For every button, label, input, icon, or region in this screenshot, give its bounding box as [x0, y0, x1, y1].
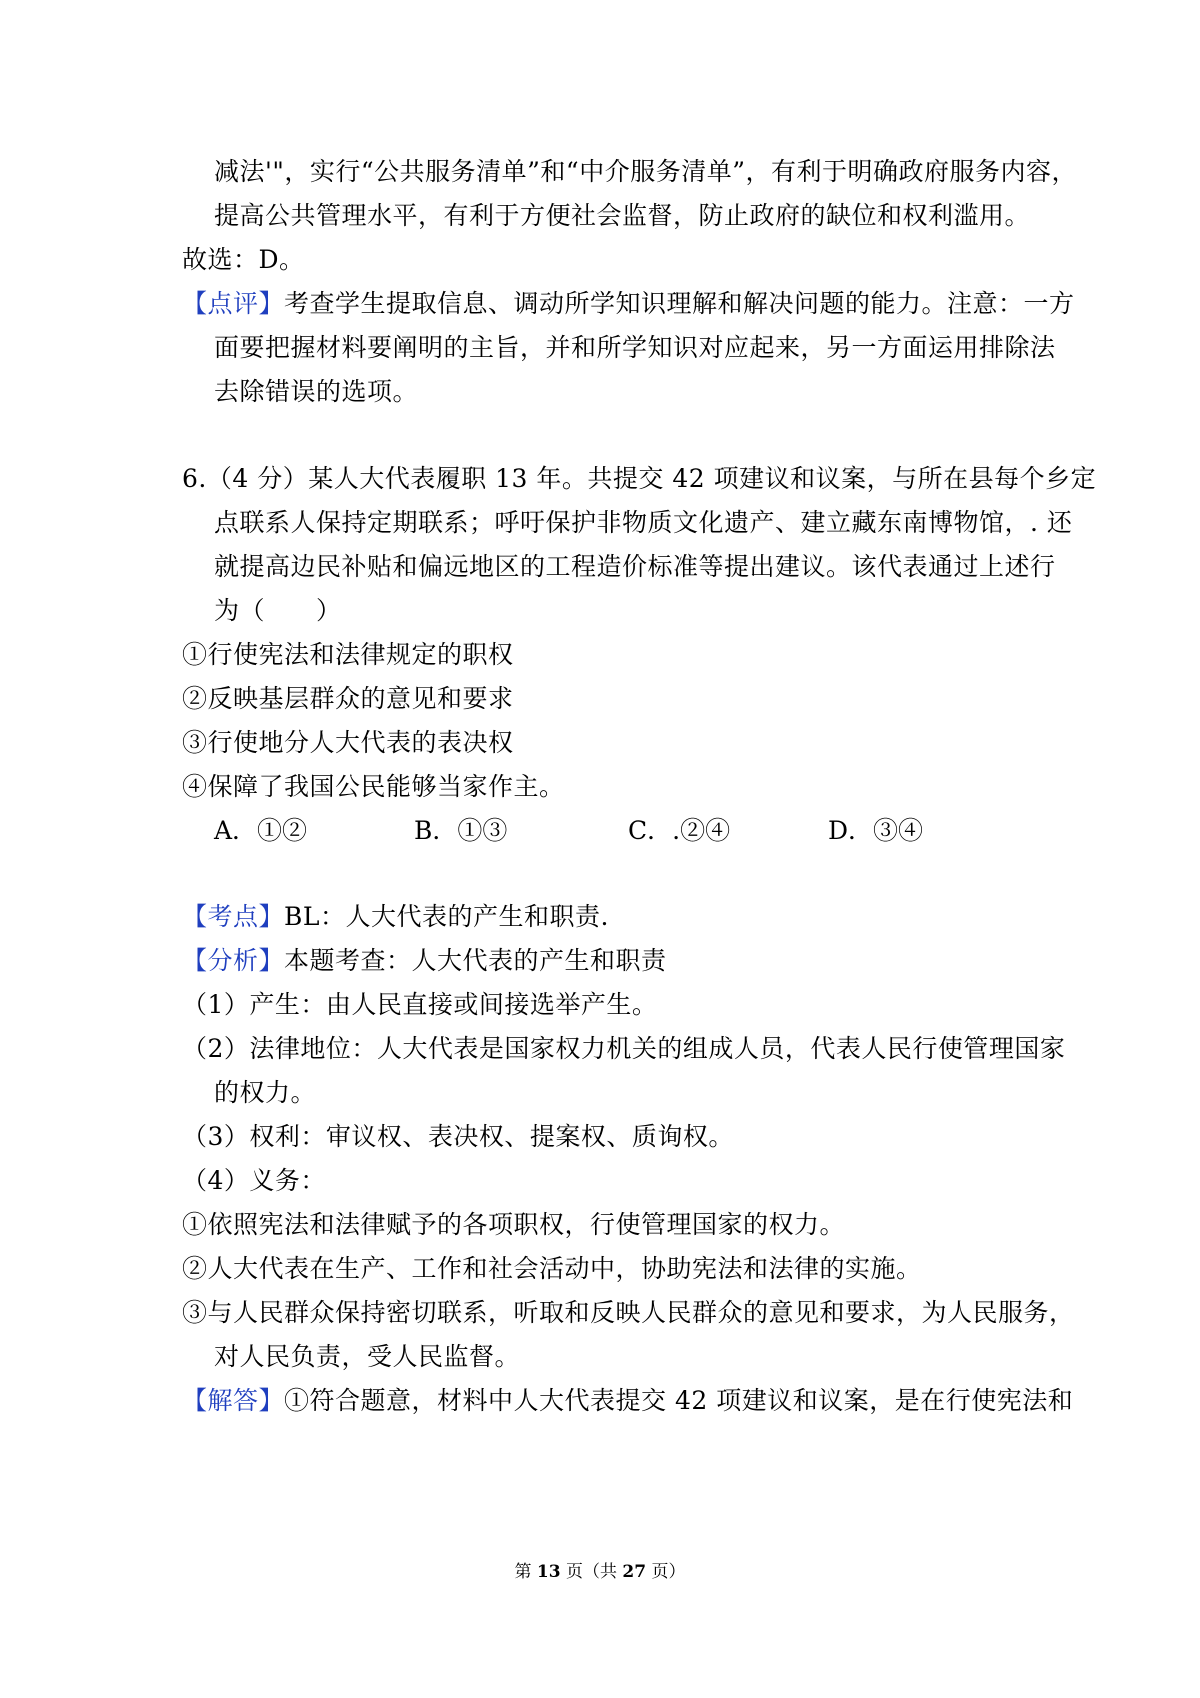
solution-line-1	[182, 1384, 1073, 1418]
footer-page-number: 13	[536, 1562, 561, 1582]
comment-tag: 【点评】	[182, 289, 285, 318]
duty-item-2: ②人大代表在生产、工作和社会活动中，协助宪法和法律的实施。	[182, 1254, 922, 1283]
prev-comment-line-2: 面要把握材料要阐明的主旨，并和所学知识对应起来，另一方面运用排除法	[214, 333, 1056, 362]
analysis-heading	[182, 944, 667, 978]
key-point-tag: 【考点】	[182, 902, 285, 931]
footer-middle: 页（共	[560, 1562, 623, 1582]
footer-prefix: 第	[514, 1562, 537, 1582]
page-footer	[0, 1560, 1200, 1584]
solution-tag: 【解答】	[182, 1386, 285, 1415]
option-d: D．③④	[828, 816, 924, 845]
footer-suffix: 页）	[646, 1562, 686, 1582]
key-point-text: BL：人大代表的产生和职责.	[284, 902, 609, 931]
prev-answer: 故选：D。	[182, 245, 305, 274]
analysis-tag: 【分析】	[182, 946, 285, 975]
prev-solution-line-1: 减法'"，实行“公共服务清单”和“中介服务清单”，有利于明确政府服务内容，	[214, 157, 1077, 186]
duty-item-3-line-2: 对人民负责，受人民监督。	[214, 1342, 521, 1371]
option-b: B．①③	[414, 816, 508, 845]
question-line-3: 就提高边民补贴和偏远地区的工程造价标准等提出建议。该代表通过上述行	[214, 552, 1056, 581]
analysis-point-1: （1）产生：由人民直接或间接选举产生。	[182, 990, 658, 1019]
duty-item-3-line-1: ③与人民群众保持密切联系，听取和反映人民群众的意见和要求，为人民服务，	[182, 1298, 1075, 1327]
solution-text: ①符合题意，材料中人大代表提交 42 项建议和议案，是在行使宪法和	[284, 1386, 1074, 1415]
prev-comment-line-1	[182, 287, 1075, 321]
analysis-point-4: （4）义务：	[182, 1166, 326, 1195]
question-line-2: 点联系人保持定期联系；呼吁保护非物质文化遗产、建立藏东南博物馆，. 还	[214, 508, 1073, 537]
option-c: C．.②④	[628, 816, 731, 845]
prev-solution-line-2: 提高公共管理水平，有利于方便社会监督，防止政府的缺位和权利滥用。	[214, 201, 1031, 230]
analysis-point-2-line-2: 的权力。	[214, 1078, 317, 1107]
analysis-point-3: （3）权利：审议权、表决权、提案权、质询权。	[182, 1122, 734, 1151]
analysis-point-2-line-1: （2）法律地位：人大代表是国家权力机关的组成人员，代表人民行使管理国家	[182, 1034, 1066, 1063]
footer-total-pages: 27	[622, 1562, 647, 1582]
question-line-4: 为（ ）	[214, 596, 342, 625]
statement-item-3: ③行使地分人大代表的表决权	[182, 728, 514, 757]
statement-item-4: ④保障了我国公民能够当家作主。	[182, 772, 565, 801]
statement-item-1: ①行使宪法和法律规定的职权	[182, 640, 514, 669]
statement-item-2: ②反映基层群众的意见和要求	[182, 684, 514, 713]
duty-item-1: ①依照宪法和法律赋予的各项职权，行使管理国家的权力。	[182, 1210, 846, 1239]
prev-comment-line-3: 去除错误的选项。	[214, 377, 419, 406]
question-line-1: 6.（4 分）某人大代表履职 13 年。共提交 42 项建议和议案，与所在县每个乡定	[182, 464, 1097, 493]
option-a: A．①②	[214, 816, 308, 845]
comment-text: 考查学生提取信息、调动所学知识理解和解决问题的能力。注意：一方	[284, 289, 1075, 318]
key-point	[182, 900, 609, 934]
analysis-text: 本题考查：人大代表的产生和职责	[284, 946, 667, 975]
